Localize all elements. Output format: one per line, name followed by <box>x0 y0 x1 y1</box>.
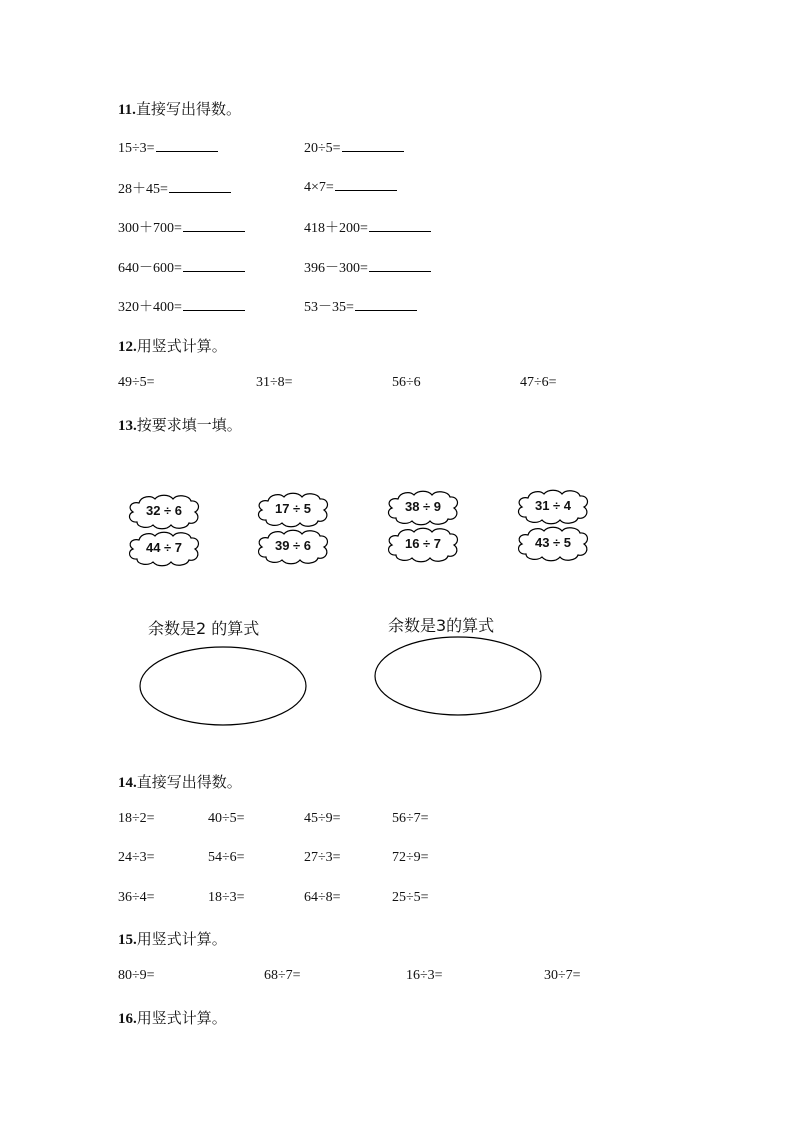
q14-item: 64÷8= <box>304 890 341 905</box>
question-number: 11. <box>118 102 136 118</box>
answer-blank[interactable] <box>156 139 218 152</box>
question-text: 直接写出得数。 <box>135 100 241 118</box>
q12-item-3: 56÷6 <box>392 375 421 390</box>
q14-item: 18÷3= <box>208 890 245 905</box>
q15-item-3: 16÷3= <box>406 968 443 983</box>
cloud-expression: 31 ÷ 4 <box>534 498 572 513</box>
q11-item-8: 396－300= <box>304 257 431 277</box>
cloud-expression: 38 ÷ 9 <box>404 499 442 514</box>
answer-blank[interactable] <box>183 219 245 232</box>
q14-item: 24÷3= <box>118 850 155 865</box>
question-16-title <box>118 1007 227 1028</box>
q14-item: 54÷6= <box>208 850 245 865</box>
q11-item-6: 418＋200= <box>304 217 431 237</box>
remainder-3-label: 余数是3的算式 <box>388 616 495 635</box>
q15-item-1: 80÷9= <box>118 968 155 983</box>
q11-item-7: 640－600= <box>118 257 245 277</box>
q14-item: 25÷5= <box>392 890 429 905</box>
question-number: 15. <box>118 932 137 948</box>
q14-item: 36÷4= <box>118 890 155 905</box>
remainder-2-label: 余数是2 的算式 <box>148 619 260 638</box>
q14-item: 27÷3= <box>304 850 341 865</box>
question-text: 按要求填一填。 <box>136 416 242 434</box>
answer-blank[interactable] <box>335 178 397 191</box>
q14-item: 45÷9= <box>304 811 341 826</box>
question-15-title <box>118 928 227 949</box>
q15-item-4: 30÷7= <box>544 968 581 983</box>
answer-blank[interactable] <box>342 139 404 152</box>
answer-blank[interactable] <box>183 298 245 311</box>
q11-item-2: 20÷5= <box>304 139 404 157</box>
q12-item-4: 47÷6= <box>520 375 557 390</box>
question-14-title <box>118 771 242 792</box>
q14-item: 40÷5= <box>208 811 245 826</box>
question-text: 直接写出得数。 <box>136 773 242 791</box>
answer-blank[interactable] <box>369 259 431 272</box>
answer-oval-left[interactable] <box>138 645 308 727</box>
answer-blank[interactable] <box>369 219 431 232</box>
cloud-expression: 32 ÷ 6 <box>145 503 183 518</box>
question-12-title <box>118 335 227 356</box>
question-number: 13. <box>118 418 137 434</box>
q12-item-1: 49÷5= <box>118 375 155 390</box>
question-number: 14. <box>118 775 137 791</box>
q12-item-2: 31÷8= <box>256 375 293 390</box>
q11-item-9: 320＋400= <box>118 296 245 316</box>
question-text: 用竖式计算。 <box>136 1009 227 1027</box>
q14-item: 18÷2= <box>118 811 155 826</box>
answer-blank[interactable] <box>355 298 417 311</box>
question-number: 16. <box>118 1011 137 1027</box>
answer-oval-right[interactable] <box>373 635 543 717</box>
answer-blank[interactable] <box>169 180 231 193</box>
q14-item: 72÷9= <box>392 850 429 865</box>
question-11-title <box>118 98 241 119</box>
answer-blank[interactable] <box>183 259 245 272</box>
q11-item-1: 15÷3= <box>118 139 218 157</box>
q14-item: 56÷7= <box>392 811 429 826</box>
cloud-expression: 17 ÷ 5 <box>274 501 312 516</box>
q11-item-10: 53－35= <box>304 296 417 316</box>
q15-item-2: 68÷7= <box>264 968 301 983</box>
question-text: 用竖式计算。 <box>136 337 227 355</box>
cloud-expression: 44 ÷ 7 <box>145 540 183 555</box>
cloud-expression: 39 ÷ 6 <box>274 538 312 553</box>
question-13-title <box>118 414 242 435</box>
q11-item-4: 4×7= <box>304 178 397 196</box>
q11-item-5: 300＋700= <box>118 217 245 237</box>
cloud-expression: 43 ÷ 5 <box>534 535 572 550</box>
question-text: 用竖式计算。 <box>136 930 227 948</box>
q11-item-3: 28＋45= <box>118 178 231 198</box>
cloud-expression: 16 ÷ 7 <box>404 536 442 551</box>
question-number: 12. <box>118 339 137 355</box>
